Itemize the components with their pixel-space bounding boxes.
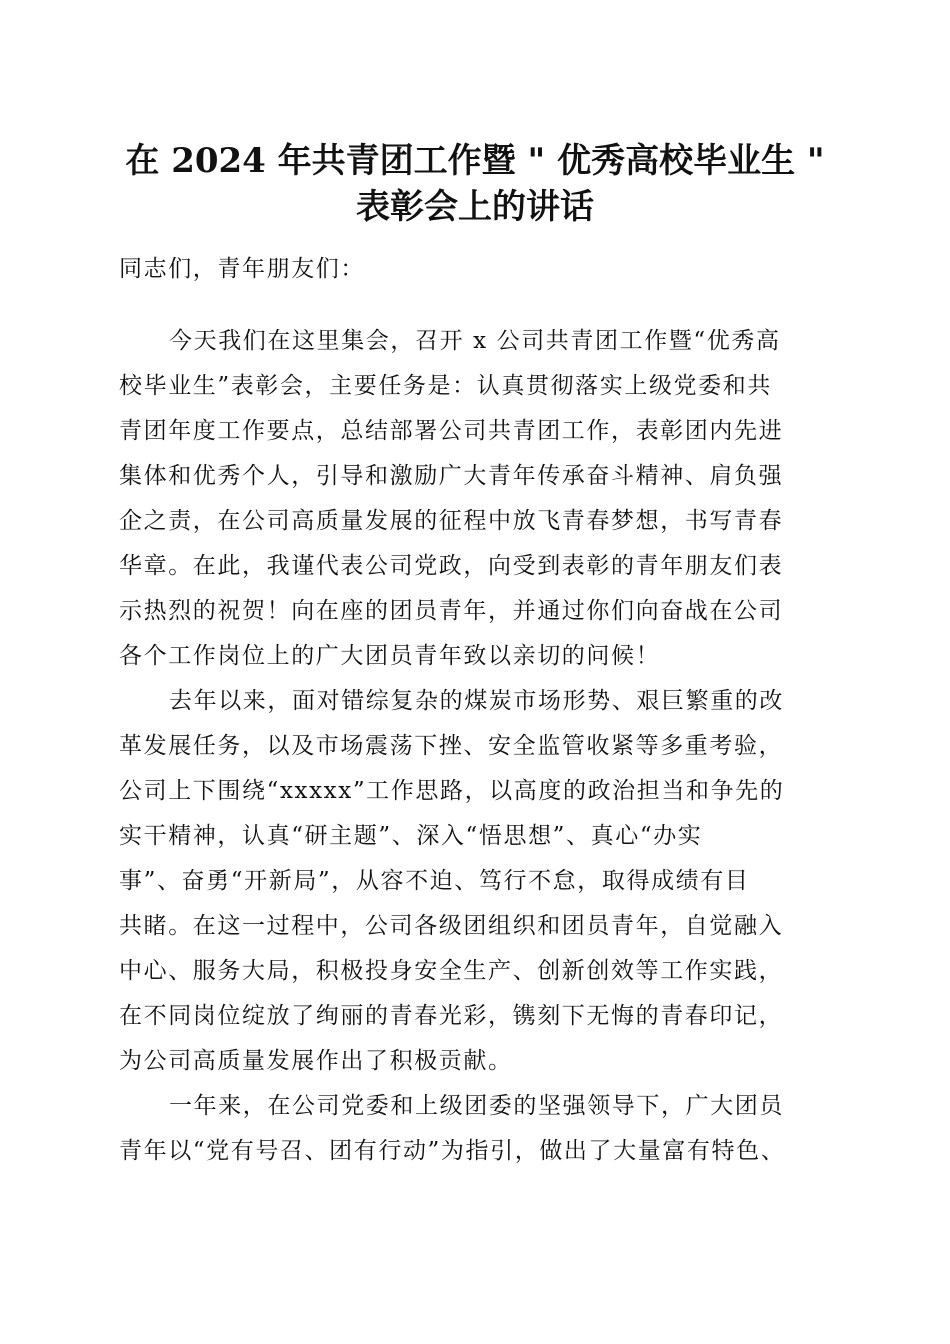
paragraph-1-line: 集体和优秀个人，引导和激励广大青年传承奋斗精神、肩负强 — [119, 463, 784, 489]
paragraph-1-line: 华章。在此，我谨代表公司党政，向受到表彰的青年朋友们表 — [119, 553, 784, 579]
paragraph-2-line: 革发展任务，以及市场震荡下挫、安全监管收紧等多重考验， — [119, 733, 784, 759]
paragraph-2-line: 去年以来，面对错综复杂的煤炭市场形势、艰巨繁重的改 — [169, 688, 784, 714]
paragraph-2-line: 事”、奋勇“开新局”，从容不迫、笃行不怠，取得成绩有目 — [119, 868, 750, 894]
paragraph-1-line: 企之责，在公司高质量发展的征程中放飞青春梦想，书写青春 — [119, 508, 784, 534]
paragraph-2-line: 公司上下围绕“xxxxx”工作思路，以高度的政治担当和争先的 — [119, 778, 785, 804]
paragraph-2-line: 中心、服务大局，积极投身安全生产、创新创效等工作实践， — [119, 958, 784, 984]
paragraph-1-line: 青团年度工作要点，总结部署公司共青团工作，表彰团内先进 — [119, 418, 784, 444]
paragraph-2-line: 为公司高质量发展作出了积极贡献。 — [119, 1048, 513, 1074]
paragraph-1-line: 校毕业生”表彰会，主要任务是：认真贯彻落实上级党委和共 — [119, 373, 772, 399]
paragraph-3-line: 青年以“党有号召、团有行动”为指引，做出了大量富有特色、 — [119, 1138, 786, 1164]
paragraph-1-line: 示热烈的祝贺！向在座的团员青年，并通过你们向奋战在公司 — [119, 598, 784, 624]
paragraph-3-line: 一年来，在公司党委和上级团委的坚强领导下，广大团员 — [169, 1093, 784, 1119]
paragraph-2-line: 共睹。在这一过程中，公司各级团组织和团员青年，自觉融入 — [119, 913, 784, 939]
document-title-line-1: 在 2024 年共青团工作暨 " 优秀高校毕业生 " — [125, 141, 825, 181]
document-title-line-2: 表彰会上的讲话 — [356, 187, 594, 227]
paragraph-1-line: 今天我们在这里集会，召开 x 公司共青团工作暨“优秀高 — [169, 328, 781, 354]
salutation: 同志们，青年朋友们： — [119, 256, 365, 282]
paragraph-2-line: 实干精神，认真“研主题”、深入“悟思想”、真心“办实 — [119, 823, 703, 849]
paragraph-1-line: 各个工作岗位上的广大团员青年致以亲切的问候！ — [119, 643, 661, 669]
paragraph-2-line: 在不同岗位绽放了绚丽的青春光彩，镌刻下无悔的青春印记， — [119, 1003, 784, 1029]
